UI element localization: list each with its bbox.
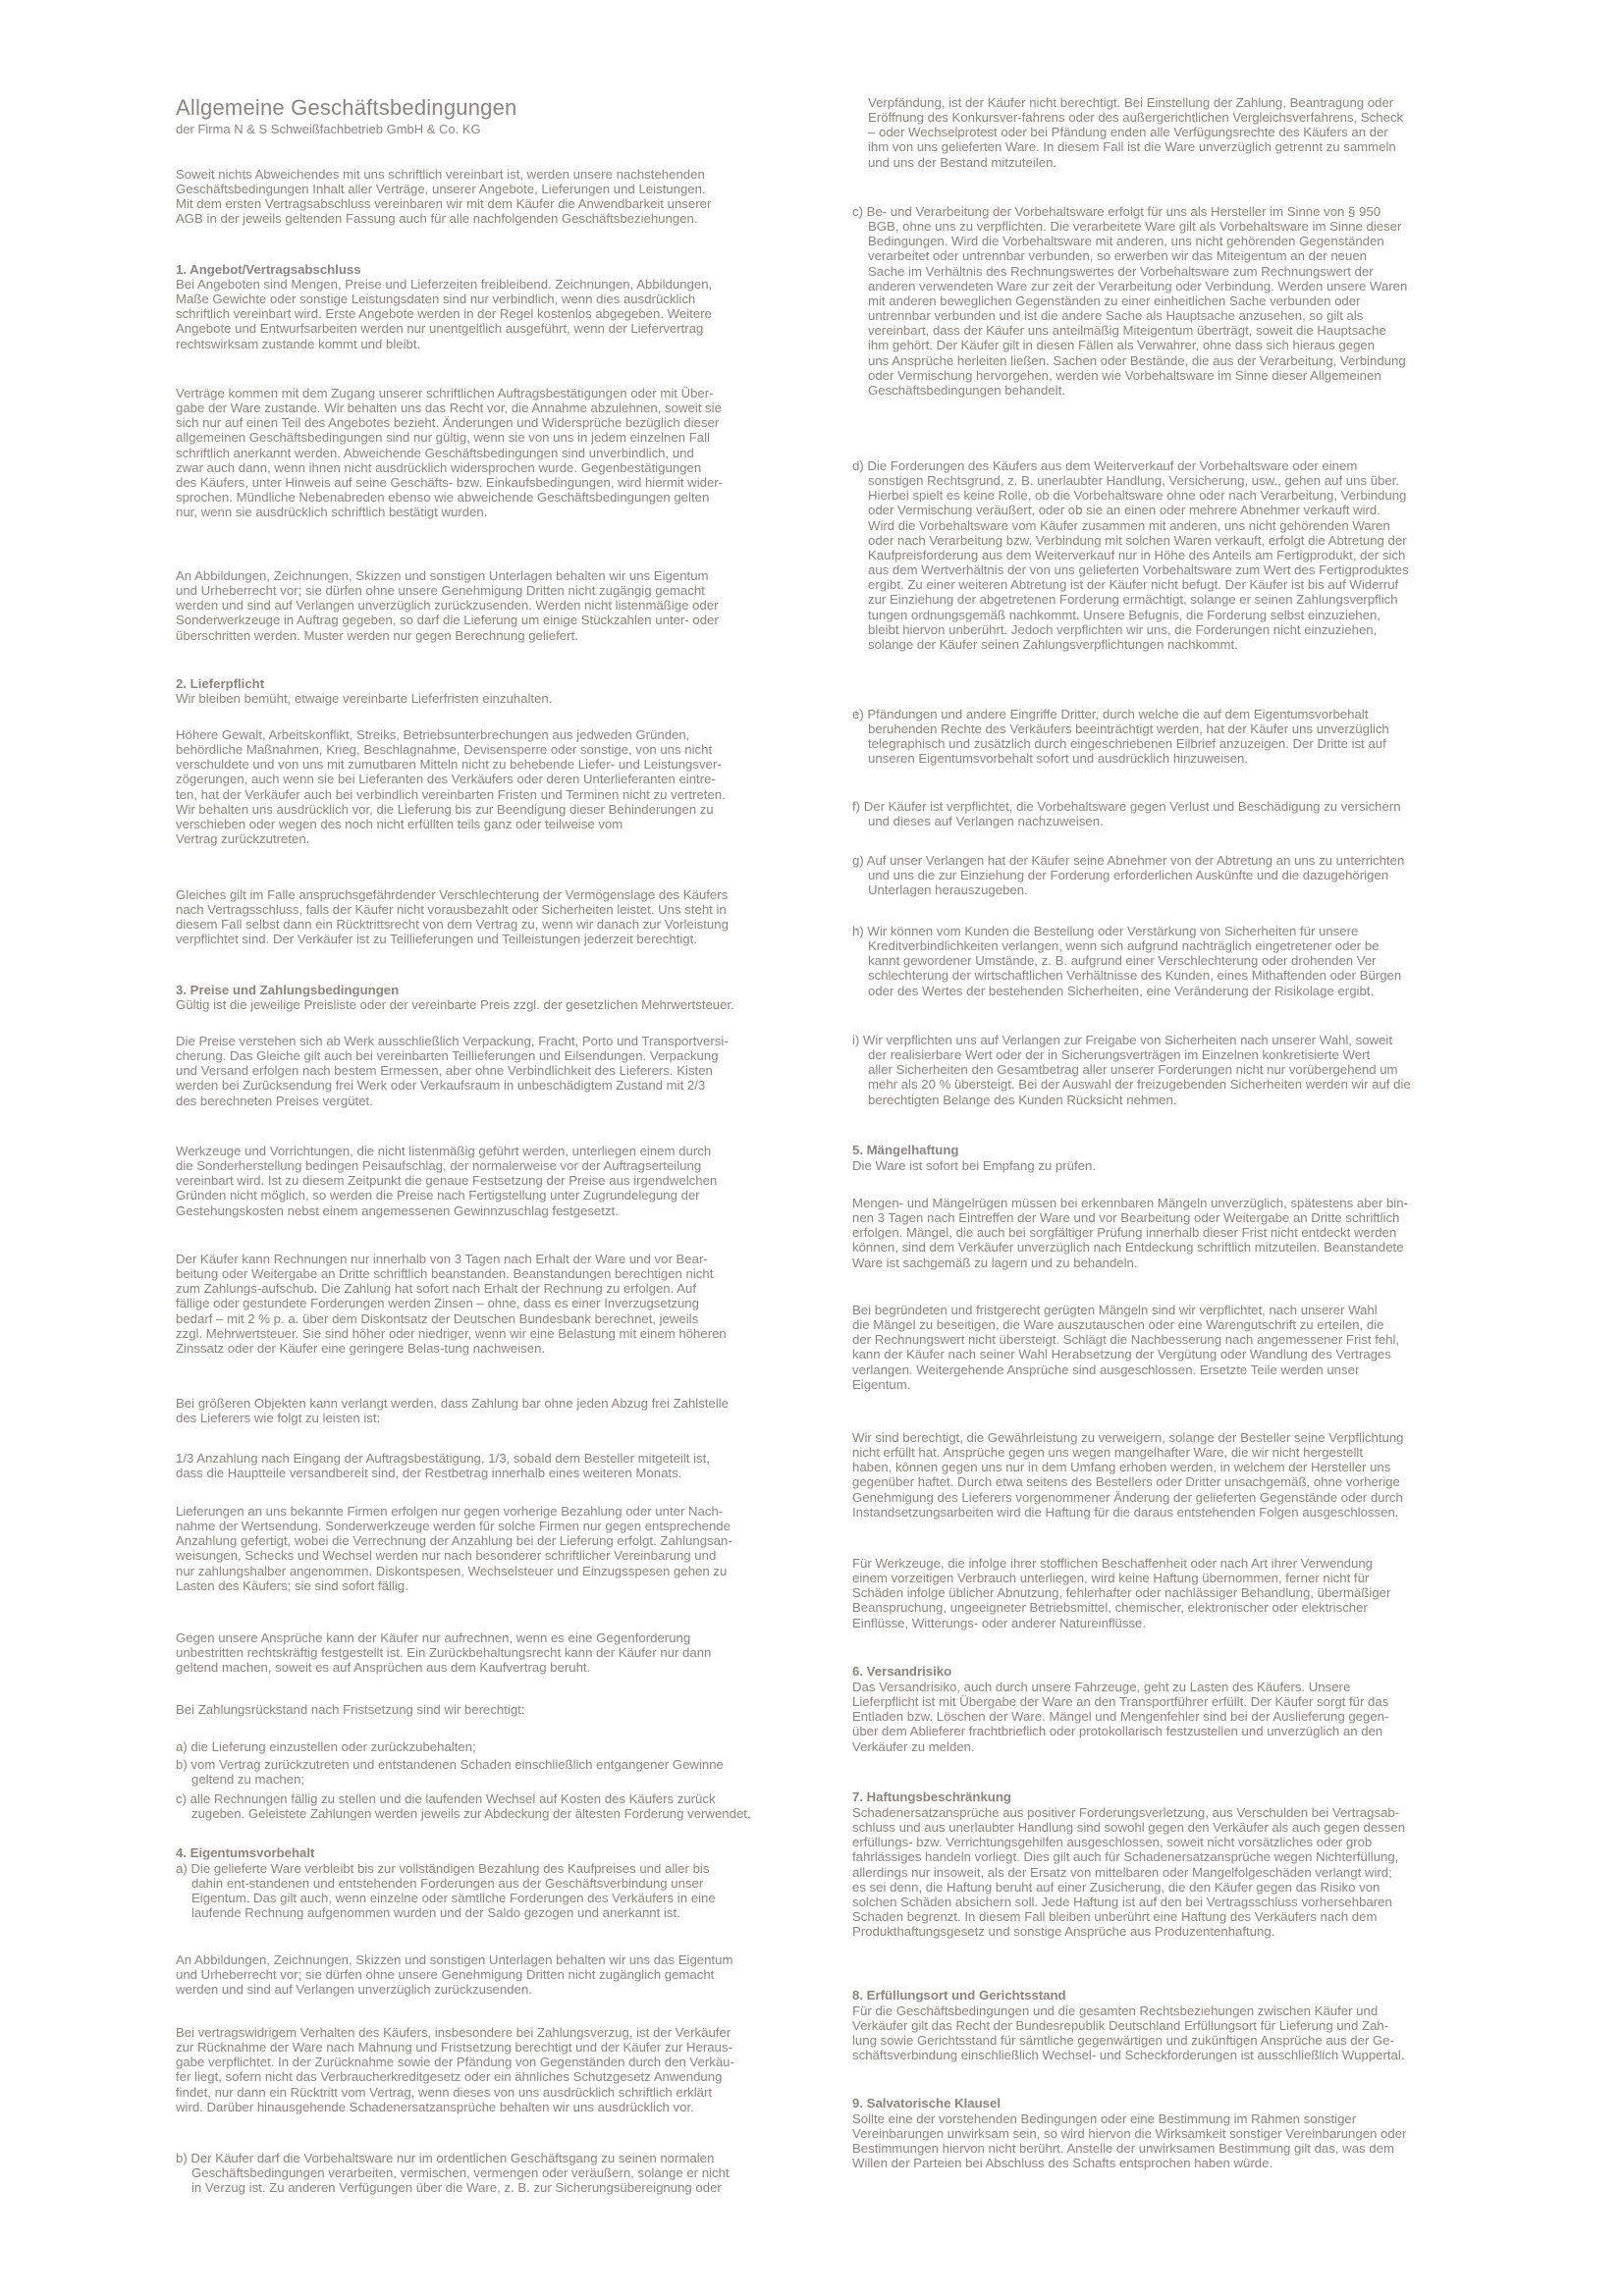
paragraph: Wir bleiben bemüht, etwaige vereinbarte Lieferfristen einzuhalten. [176, 691, 553, 706]
paragraph: Bei vertragswidrigem Verhalten des Käufers, insbesondere bei Zahlungsverzug, ist der Verkäufer zur Rücknahme der Ware nach Mahnung und Fristsetzung berechtigt und der Käufer zur Heraus- gabe verpflichtet. In der Zurücknahme sowie der Pfändung von Gegenständen durch den Verkäu- fer liegt, sofern nicht das Verbraucherkreditgesetz oder ein ähnliches Schutzgesetz Anwendung findet, nur dann ein Rücktritt vom Vertrag, wenn dieses von uns ausdrücklich schriftlich erklärt wird. Darüber hinausgehende Schadenersatzansprüche behalten wir uns ausdrücklich vor. [176, 2025, 734, 2114]
paragraph: Werkzeuge und Vorrichtungen, die nicht listenmäßig geführt werden, unterliegen einem durch die Sonderherstellung bedingen Peisaufschlag, der normalerweise vor der Auftragserteilung vereinbart wird. Ist zu diesem Zeitpunkt die genaue Festsetzung der Preise aus irgendwelchen Gründen nicht möglich, so werden die Preise nach Fertigstellung unter Zugrundelegung der Gestehungskosten nebst einem angemessenen Gewinnzuschlag festgesetzt. [176, 1144, 718, 1218]
list-item: b) vom Vertrag zurückzutreten und entstandenen Schaden einschließlich entgangener Gewinne geltend zu machen; [176, 1757, 724, 1788]
list-item: a) Die gelieferte Ware verbleibt bis zur vollständigen Bezahlung des Kaufpreises und aller bis dahin ent-standenen und entstehenden Forderungen aus der Geschäftsverbindung unser Eigentum. Das gilt auch, wenn einzelne oder sämtliche Forderungen des Verkäufers in eine laufende Rechnung aufgenommen wurden und der Saldo gezogen und anerkannt ist. [176, 1861, 716, 1921]
list-item-continuation: Verpfändung, ist der Käufer nicht berechtigt. Bei Einstellung der Zahlung, Beantragung oder Eröffnung des Konkursver-fahrens oder des außergerichtlichen Vergleichsverfahrens, Scheck – oder Wechselprotest oder bei Pfändung enden alle Verfügungsrechte des Käufers an der ihm von uns gelieferten Ware. In diesem Fall ist die Ware unverzüglich getrennt zu sammeln und uns der Bestand mitzuteilen. [868, 95, 1404, 170]
section-heading-haftung: 7. Haftungsbeschränkung [852, 1789, 1011, 1804]
paragraph: Für Werkzeuge, die infolge ihrer stofflichen Beschaffenheit oder nach Art ihrer Verwendung einem vorzeitigen Verbrauch unterliegen, wird keine Haftung übernommen, ferner nicht für Schäden infolge üblicher Abnutzung, fehlerhafter oder nachlässiger Behandlung, übermäßiger Beanspruchung, ungeeigneter Betriebsmittel, chemischer, elektronischer oder elektrischer Einflüsse, Witterungs- oder anderer Natureinflüsse. [852, 1556, 1391, 1630]
paragraph: Bei begründeten und fristgerecht gerügten Mängeln sind wir verpflichtet, nach unserer Wahl die Mängel zu beseitigen, die Ware auszutauschen oder eine Warengutschrift zu erteilen, die der Rechnungswert nicht übersteigt. Schlägt die Nachbesserung nach angemessener Frist fehl, kann der Käufer nach seiner Wahl Herabsetzung der Vergütung oder Wandlung des Vertrages verlangen. Weitergehende Ansprüche sind ausgeschlossen. Ersetzte Teile werden unser Eigentum. [852, 1303, 1400, 1392]
list-item: c) alle Rechnungen fällig zu stellen und die laufenden Wechsel auf Kosten des Käufers zurück zugeben. Geleistete Zahlungen werden jeweils zur Abdeckung der ältesten Forderung verwendet. [176, 1791, 751, 1822]
paragraph: Gleiches gilt im Falle anspruchsgefährdender Verschlechterung der Vermögenslage des Käufers nach Vertragsschluss, falls der Käufer nicht vorausbezahlt oder Sicherheiten leistet. Uns steht in diesem Fall selbst dann ein Rücktrittsrecht von dem Vertrag zu, wenn wir danach zur Vorleistung verpflichtet sind. Der Verkäufer ist zu Teillieferungen und Teilleistungen jederzeit berechtigt. [176, 887, 729, 947]
section-heading-maengelhaftung: 5. Mängelhaftung [852, 1143, 959, 1157]
paragraph: Bei Angeboten sind Mengen, Preise und Lieferzeiten freibleibend. Zeichnungen, Abbildungen, Maße Gewichte oder sonstige Leistungsdaten sind nur verbindlich, wenn dies ausdrücklich schriftlich vereinbart wird. Erste Angebote werden in der Regel kostenlos abgegeben. Weitere Angebote und Entwurfsarbeiten werden nur unentgeltlich ausgeführt, wenn der Liefervertrag rechtswirksam zustande kommt und bleibt. [176, 277, 713, 351]
paragraph: Lieferungen an uns bekannte Firmen erfolgen nur gegen vorherige Bezahlung oder unter Nach- nahme der Wertsendung. Sonderwerkzeuge werden für solche Firmen nur gegen entsprechende Anzahlung gefertigt, wobei die Verrechnung der Anzahlung bei der Lieferung erfolgt. Zahlungsan- weisungen, Schecks und Wechsel werden nur nach besonderer schriftlicher Vereinbarung und nur zahlungshalber angenommen. Diskontspesen, Wechselsteuer und Einzugsspesen gehen zu Lasten des Käufers; sie sind sofort fällig. [176, 1504, 732, 1593]
paragraph: Das Versandrisiko, auch durch unsere Fahrzeuge, geht zu Lasten des Käufers. Unsere Lieferpflicht ist mit Übergabe der Ware an den Transportführer erfüllt. Der Käufer sorgt für das Entladen bzw. Löschen der Ware. Mängel und Mengenfehler sind bei der Auslieferung gegen- über dem Ablieferer frachtbrieflich oder protokollarisch festzustellen und unverzüglich an den Verkäufer zu melden. [852, 1680, 1389, 1754]
section-heading-eigentumsvorbehalt: 4. Eigentumsvorbehalt [176, 1845, 315, 1860]
paragraph: Wir sind berechtigt, die Gewährleistung zu verweigern, solange der Besteller seine Verpflichtung nicht erfüllt hat. Ansprüche gegen uns wegen mangelhafter Ware, die wir nicht hergestellt haben, können gegen uns nur in dem Umfang erhoben werden, in welchem der Hersteller uns gegenüber haftet. Durch etwa seitens des Bestellers oder Dritter unsachgemäß, ohne vorherige Genehmigung des Lieferers vorgenommener Änderung der gelieferten Gegenstände oder durch Instandsetzungsarbeiten wird die Haftung für die daraus entstehenden Folgen ausgeschlossen. [852, 1430, 1404, 1520]
list-item: e) Pfändungen und andere Eingriffe Dritter, durch welche die auf dem Eigentumsvorbehalt beruhenden Rechte des Verkäufers beeinträchtigt werden, hat der Käufer uns unverzüglich telegraphisch und zusätzlich durch eingeschriebenen Eilbrief anzuzeigen. Der Dritte ist auf unseren Eigentumsvorbehalt sofort und ausdrücklich hinzuweisen. [852, 707, 1389, 767]
section-heading-angebot: 1. Angebot/Vertragsabschluss [176, 262, 361, 277]
list-item: a) die Lieferung einzustellen oder zurückzubehalten; [176, 1739, 476, 1754]
section-heading-erfuellungsort: 8. Erfüllungsort und Gerichtsstand [852, 1988, 1066, 2002]
paragraph: Der Käufer kann Rechnungen nur innerhalb von 3 Tagen nach Erhalt der Ware und vor Bear- beitung oder Weitergabe an Dritte schriftlich beanstanden. Beanstandungen berechtigen nicht zum Zahlungs-aufschub. Die Zahlung hat sofort nach Erhalt der Rechnung zu erfolgen. Auf fällige oder gestundete Forderungen werden Zinsen – ohne, dass es einer Inverzugsetzung bedarf – mit 2 % p. a. über dem Diskontsatz der Deutschen Bundesbank berechnet, jeweils zzgl. Mehrwertsteuer. Sie sind höher oder niedriger, wenn wir eine Belastung mit einem höheren Zinssatz oder der Käufer eine geringere Belas-tung nachweisen. [176, 1252, 727, 1356]
paragraph: Bei größeren Objekten kann verlangt werden, dass Zahlung bar ohne jeden Abzug frei Zahlstelle des Lieferers wie folgt zu leisten ist: [176, 1396, 730, 1426]
section-heading-preise: 3. Preise und Zahlungsbedingungen [176, 983, 400, 997]
list-item: f) Der Käufer ist verpflichtet, die Vorbehaltsware gegen Verlust und Beschädigung zu versichern und dieses auf Verlangen nachzuweisen. [852, 799, 1401, 829]
intro-paragraph: Soweit nichts Abweichendes mit uns schriftlich vereinbart ist, werden unsere nachstehenden Geschäftsbedingungen Inhalt aller Verträge, unserer Angebote, Lieferungen und Leistungen. Mit dem ersten Vertragsabschluss vereinbaren wir mit dem Käufer die Anwendbarkeit unserer AGB in der jeweils geltenden Fassung auch für alle nachfolgenden Geschäftsbeziehungen. [176, 167, 712, 227]
section-heading-salvatorisch: 9. Salvatorische Klausel [852, 2096, 1001, 2110]
paragraph: Für die Geschäftsbedingungen und die gesamten Rechtsbeziehungen zwischen Käufer und Verkäufer gilt das Recht der Bundesrepublik Deutschland Erfüllungsort für Lieferung und Zah- lung sowie Gerichtsstand für sämtliche gegenwärtigen und zukünftigen Ansprüche aus der Ge- schäftsverbindung einschließlich Wechsel- und Scheckforderungen ist ausschließlich Wuppertal. [852, 2003, 1405, 2063]
list-item: h) Wir können vom Kunden die Bestellung oder Verstärkung von Sicherheiten für unsere Kreditverbindlichkeiten verlangen, wenn sich aufgrund nachträglich eingetretener oder be kannt gewordener Umstände, z. B. aufgrund einer Verschlechterung oder drohenden Ver schlechterung der wirtschaftlichen Verhältnisse des Kunden, eines Mithaftenden oder Bürgen oder des Wertes der bestehenden Sicherheiten, eine Veränderung der Risikolage ergibt. [852, 924, 1402, 998]
list-item: c) Be- und Verarbeitung der Vorbehaltsware erfolgt für uns als Hersteller im Sinne von § 950 BGB, ohne uns zu verpflichten. Die verarbeitete Ware gilt als Vorbehaltsware im Sinne dieser Bedingungen. Wird die Vorbehaltsware mit anderen, uns nicht gehörenden Gegenständen verarbeitet oder untrennbar verbunden, so erwerben wir das Miteigentum an der neuen Sache im Verhältnis des Rechnungswertes der Vorbehaltsware zum Rechnungswert der anderen verwendeten Ware zur zeit der Verarbeitung oder Verbindung. Werden unsere Waren mit anderen beweglichen Gegenständen zu einer einheitlichen Sache verbunden oder untrennbar verbunden und ist die andere Sache als Hauptsache anzusehen, so gilt als vereinbart, dass der Käufer uns anteilmäßig Miteigentum überträgt, soweit die Hauptsache ihm gehört. Der Käufer gilt in diesen Fällen als Verwahrer, ohne dass sich hieraus gegen uns Ansprüche herleiten ließen. Sachen oder Bestände, die aus der Verarbeitung, Verbindung oder Vermischung hervorgehen, werden wie Vorbehaltsware im Sinne dieser Allgemeinen Geschäftsbedingungen behandelt. [852, 204, 1408, 398]
paragraph: 1/3 Anzahlung nach Eingang der Auftragsbestätigung, 1/3, sobald dem Besteller mitgeteilt ist, dass die Hauptteile versandbereit sind, der Restbetrag innerhalb eines weiteren Monats. [176, 1451, 710, 1481]
page-subtitle: der Firma N & S Schweißfachbetrieb GmbH & Co. KG [176, 122, 481, 136]
section-heading-lieferpflicht: 2. Lieferpflicht [176, 676, 265, 691]
list-item: b) Der Käufer darf die Vorbehaltsware nur im ordentlichen Geschäftsgang zu seinen normalen Geschäftsbedingungen verarbeiten, vermischen, vermengen oder veräußern, solange er nicht in Verzug ist. Zu anderen Verfügungen über die Ware, z. B. zur Sicherungsübereignung oder [176, 2151, 730, 2196]
paragraph: Gegen unsere Ansprüche kann der Käufer nur aufrechnen, wenn es eine Gegenforderung unbestritten rechtskräftig festgestellt ist. Ein Zurückbehaltungsrecht kann der Käufer nur dann geltend machen, soweit es auf Ansprüchen aus dem Kaufvertrag beruht. [176, 1630, 712, 1676]
paragraph: Die Preise verstehen sich ab Werk ausschließlich Verpackung, Fracht, Porto und Transportversi- cherung. Das Gleiche gilt auch bei vereinbarten Teillieferungen und Eilsendungen. Verpackung und Versand erfolgen nach bestem Ermessen, aber ohne Verbindlichkeit des Lieferers. Kisten werden bei Zurücksendung frei Werk oder Verkaufsraum in unbeschädigtem Zustand mit 2/3 des berechneten Preises vergütet. [176, 1034, 729, 1108]
paragraph: Schadenersatzansprüche aus positiver Forderungsverletzung, aus Verschulden bei Vertragsab- schluss und aus unerlaubter Handlung sind sowohl gegen den Verkäufer als auch gegen dessen erfüllungs- bzw. Verrichtungsgehilfen ausgeschlossen, soweit nicht vorsätzliches oder grob fahrlässiges handeln vorliegt. Dies gilt auch für Schadenersatzansprüche wegen Nichterfüllung, allerdings nur insoweit, als der Ersatz von mittelbaren oder Mangelfolgeschäden verlangt wird; es sei denn, die Haftung beruht auf einer Zusicherung, die den Käufer gegen das Risiko von solchen Schäden absichern soll. Jede Haftung ist auf den bei Vertragsschluss vorhersehbaren Schaden begrenzt. In diesem Fall bleiben unberührt eine Haftung des Verkäufers nach dem Produkthaftungsgesetz und sonstige Ansprüche aus Produzentenhaftung. [852, 1805, 1406, 1940]
list-item: d) Die Forderungen des Käufers aus dem Weiterverkauf der Vorbehaltsware oder einem sonstigen Rechtsgrund, z. B. unerlaubter Handlung, Versicherung, usw., gehen auf uns über. Hierbei spielt es keine Rolle, ob die Vorbehaltsware ohne oder nach Verarbeitung, Verbindung oder Vermischung veräußert, oder ob sie an einen oder mehrere Abnehmer verkauft wird. Wird die Vorbehaltsware vom Käufer zusammen mit anderen, uns nicht gehörenden Waren oder nach Verarbeitung bzw. Verbindung mit solchen Waren verkauft, erfolgt die Abtretung der Kaufpreisforderung aus dem Weiterverkauf nur in Höhe des Anteils am Fertigprodukt, der sich aus dem Wertverhältnis der von uns gelieferten Vorbehaltsware zum Wert des Fertigproduktes ergibt. Zu einer weiteren Abtretung ist der Käufer nicht befugt. Der Käufer ist bis auf Widerruf zur Einziehung der abgetretenen Forderung ermächtigt, solange er seinen Zahlungsverpflich tungen ordnungsgemäß nachkommt. Unsere Befugnis, die Forderung selbst einzuziehen, bleibt hiervon unberührt. Jedoch verpflichten wir uns, die Forderungen nicht einzuziehen, solange der Käufer seinen Zahlungsverpflichtungen nachkommt. [852, 458, 1409, 652]
paragraph: An Abbildungen, Zeichnungen, Skizzen und sonstigen Unterlagen behalten wir uns Eigentum und Urheberrecht vor; sie dürfen ohne unsere Genehmigung Dritten nicht zugängig gemacht werden und sind auf Verlangen unverzüglich zurückzusenden. Werden nicht listenmäßige oder Sonderwerkzeuge in Auftrag gegeben, so darf die Lieferung um einige Stückzahlen unter- oder überschritten werden. Muster werden nur gegen Berechnung geliefert. [176, 568, 719, 643]
page-title: Allgemeine Geschäftsbedingungen [176, 95, 517, 120]
section-heading-versandrisiko: 6. Versandrisiko [852, 1664, 952, 1679]
list-item: i) Wir verpflichten uns auf Verlangen zur Freigabe von Sicherheiten nach unserer Wahl, soweit der realisierbare Wert oder der in Sicherungsverträgen im Einzelnen konkretisierte Wert aller Sicherheiten den Gesamtbetrag aller unserer Forderungen nicht nur vorübergehend um mehr als 20 % übersteigt. Bei der Auswahl der freizugebenden Sicherheiten werden wir auf die berechtigten Belange des Kunden Rücksicht nehmen. [852, 1033, 1411, 1107]
paragraph: Bei Zahlungsrückstand nach Fristsetzung sind wir berechtigt: [176, 1702, 525, 1717]
paragraph: Gültig ist die jeweilige Preisliste oder der vereinbarte Preis zzgl. der gesetzlichen Mehrwertsteuer. [176, 997, 734, 1012]
paragraph: Höhere Gewalt, Arbeitskonflikt, Streiks, Betriebsunterbrechungen aus jedweden Gründen, behördliche Maßnahmen, Krieg, Beschlagnahme, Devisensperre oder sonstige, von uns nicht verschuldete und von uns mit zumutbaren Mitteln nicht zu behebende Liefer- und Leistungsver- zögerungen, auch wenn sie bei Lieferanten des Verkäufers oder deren Unterlieferanten eintre- ten, hat der Verkäufer auch bei verbindlich vereinbarten Fristen und Terminen nicht zu vertreten. Wir behalten uns ausdrücklich vor, die Lieferung bis zur Beendigung dieser Behinderungen zu verschieben oder wegen des noch nicht erfüllten teils ganz oder teilweise vom Vertrag zurückzutreten. [176, 727, 726, 847]
list-item: g) Auf unser Verlangen hat der Käufer seine Abnehmer von der Abtretung an uns zu unterrichten und uns die zur Einziehung der Forderung erforderlichen Auskünfte und die dazugehörigen Unterlagen herauszugeben. [852, 853, 1405, 898]
paragraph: Die Ware ist sofort bei Empfang zu prüfen. [852, 1158, 1096, 1173]
paragraph: Verträge kommen mit dem Zugang unserer schriftlichen Auftragsbestätigungen oder mit Über- gabe der Ware zustande. Wir behalten uns das Recht vor, die Annahme abzulehnen, soweit sie sich nur auf einen Teil des Angebotes bezieht. Änderungen und Widersprüche bezüglich dieser allgemeinen Geschäftsbedingungen sind nur gültig, wenn sie von uns in jedem einzelnen Fall schriftlich anerkannt werden. Abweichende Geschäftsbedingungen sind unverbindlich, und zwar auch dann, wenn ihnen nicht ausdrücklich widersprochen wurde. Gegenbestätigungen des Käufers, unter Hinweis auf seine Geschäfts- bzw. Einkaufsbedingungen, wird hiermit wider- sprochen. Mündliche Nebenabreden ebenso wie abweichende Geschäftsbedingungen gelten nur, wenn sie ausdrücklich schriftlich bestätigt wurden. [176, 386, 724, 520]
paragraph: Sollte eine der vorstehenden Bedingungen oder eine Bestimmung im Rahmen sonstiger Vereinbarungen unwirksam sein, so wird hiervon die Wirksamkeit sonstiger Vereinbarungen oder Bestimmungen hiervon nicht berührt. Anstelle der unwirksamen Bestimmung gilt das, was dem Willen der Parteien bei Abschluss des Schafts entsprochen haben würde. [852, 2111, 1407, 2171]
paragraph: An Abbildungen, Zeichnungen, Skizzen und sonstigen Unterlagen behalten wir uns das Eigentum und Urheberrecht vor; sie dürfen ohne unsere Genehmigung Dritten nicht zugänglich gemacht werden und sind auf Verlangen unverzüglich zurückzusenden. [176, 1952, 733, 1998]
paragraph: Mengen- und Mängelrügen müssen bei erkennbaren Mängeln unverzüglich, spätestens aber bin- nen 3 Tagen nach Eintreffen der Ware und vor Bearbeitung oder Weitergabe an Dritte schriftlich erfolgen. Mängel, die auch bei sorgfältiger Prüfung innerhalb dieser Frist nicht entdeckt werden können, sind dem Verkäufer unverzüglich nach Entdeckung schriftlich mitzuteilen. Beanstandete Ware ist sachgemäß zu lagern und zu behandeln. [852, 1196, 1408, 1270]
